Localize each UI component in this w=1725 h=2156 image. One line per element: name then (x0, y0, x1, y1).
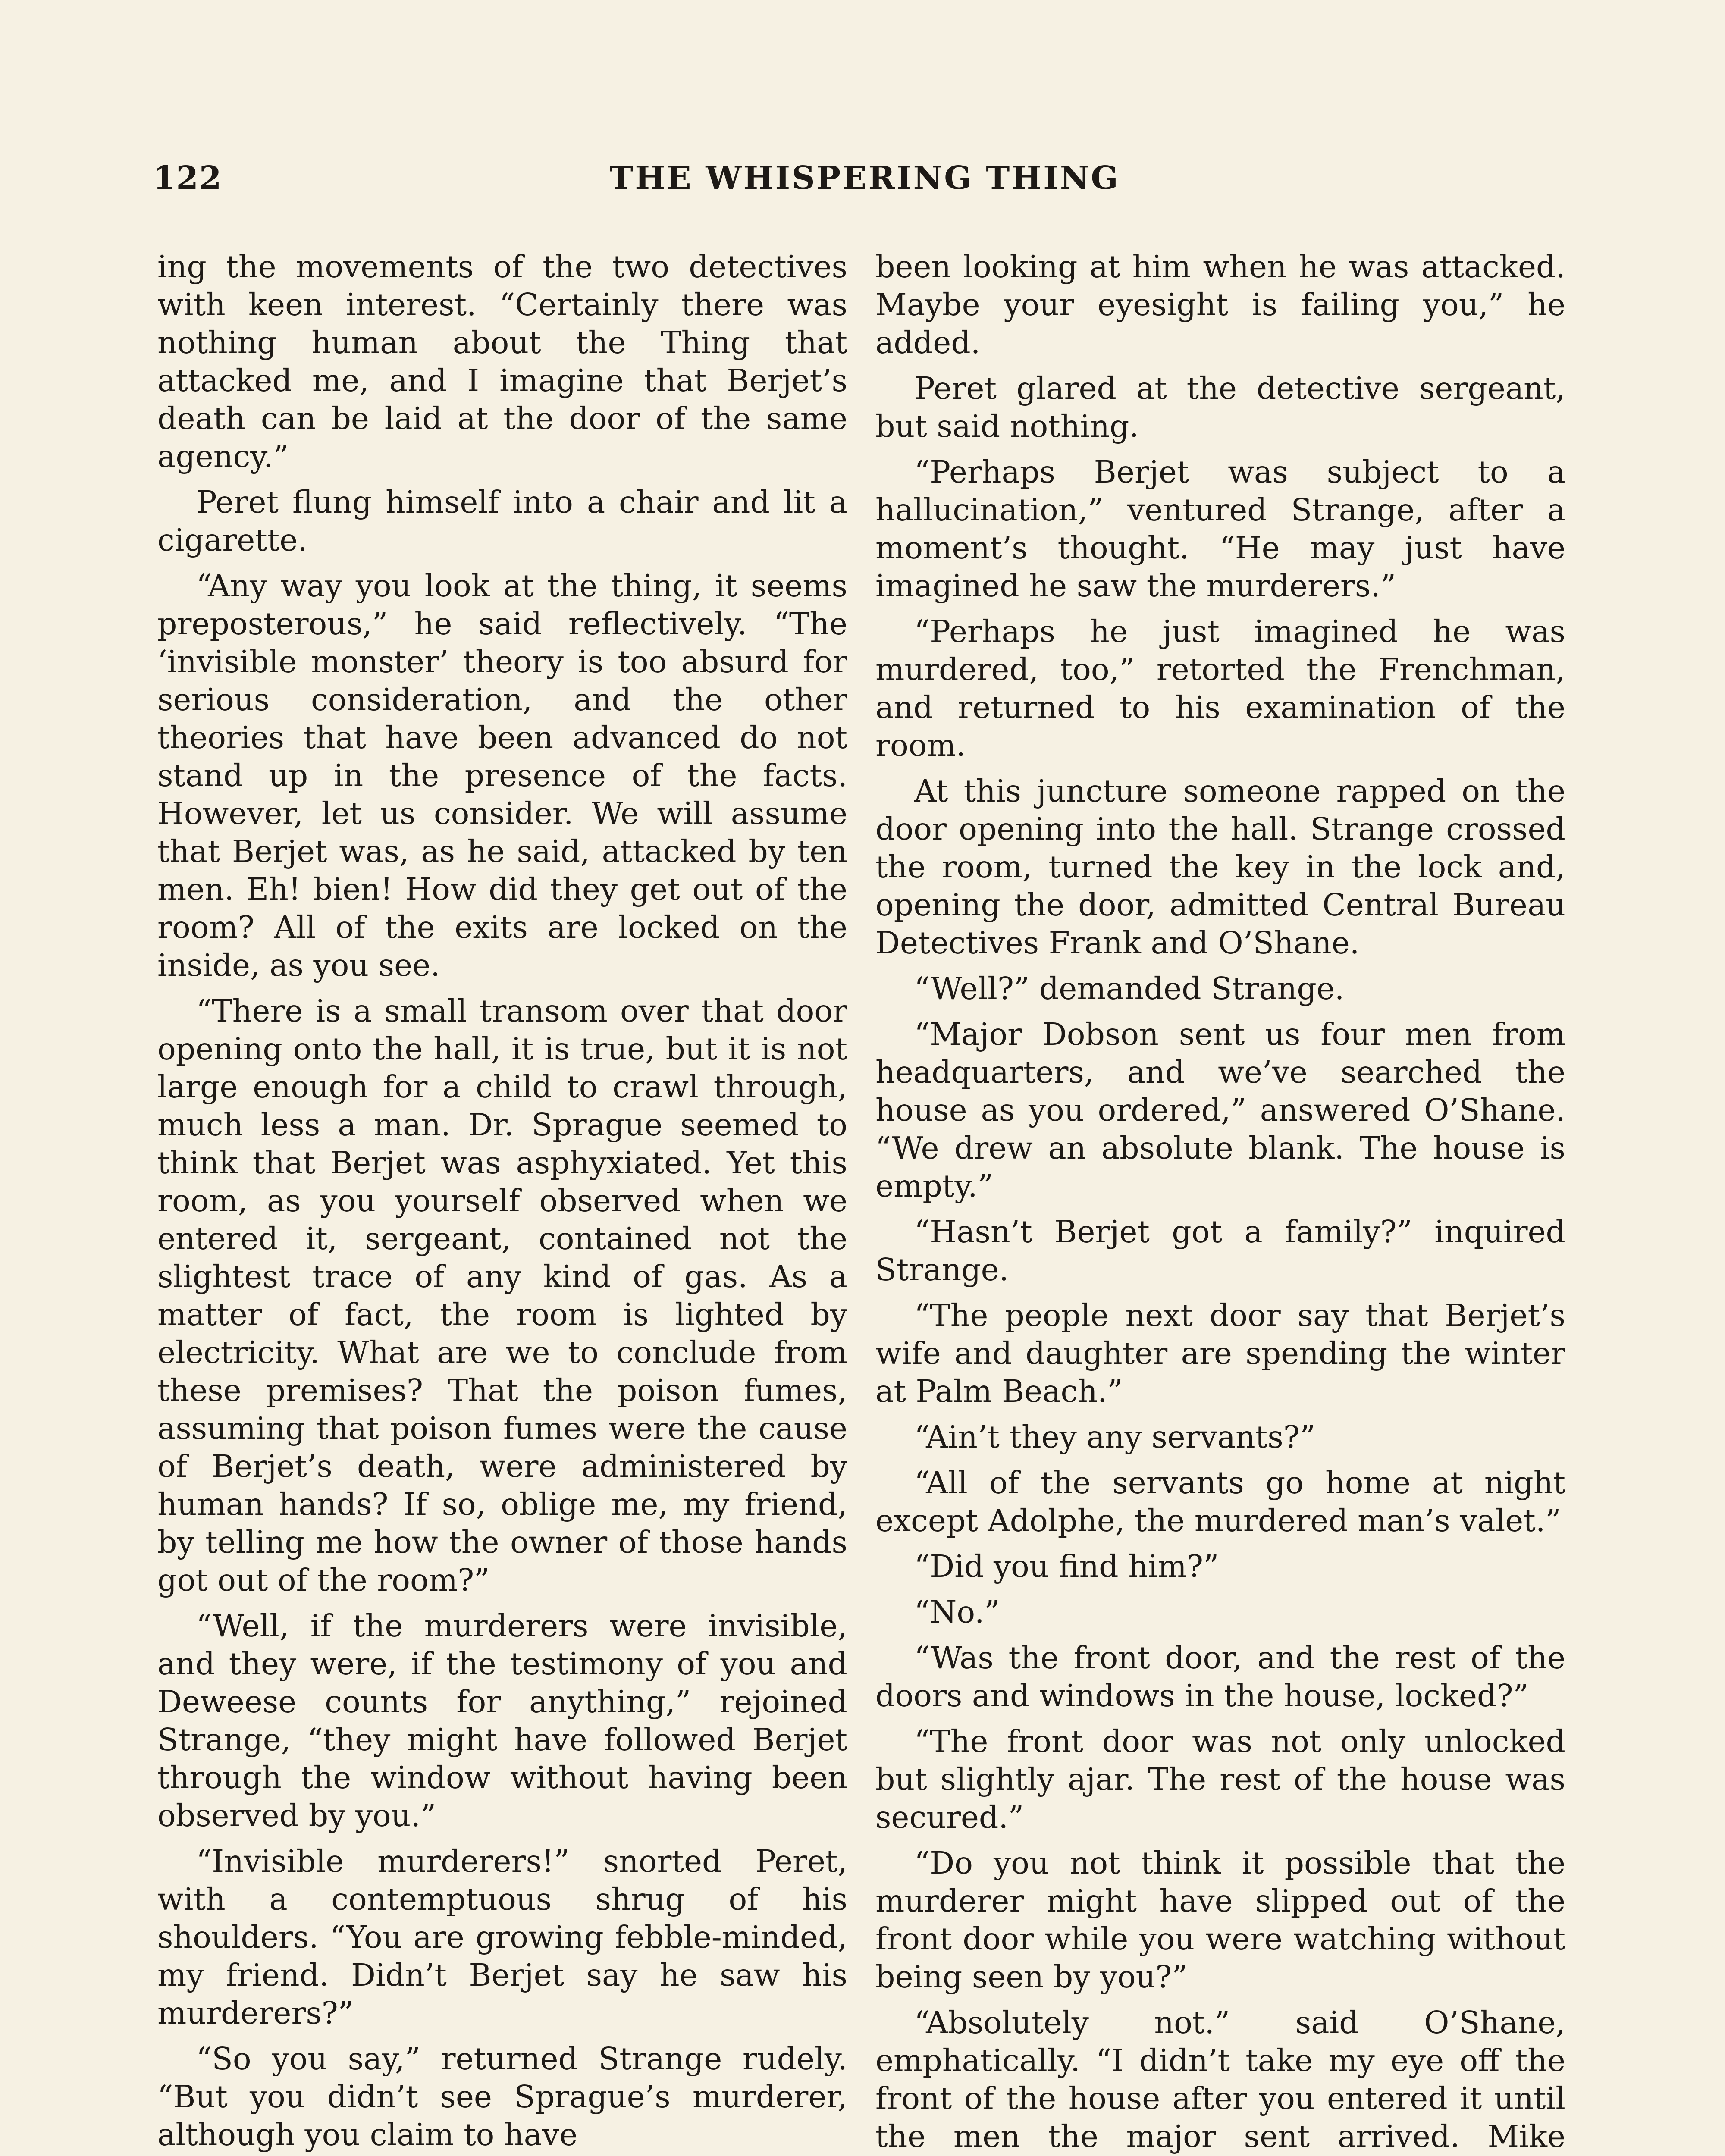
paragraph: been looking at him when he was attacked. Maybe your eyesight is failing you,” he added. (875, 249, 1565, 360)
paragraph: ing the movements of the two detectives with keen interest. “Certainly there was nothing human about the Thing that attacked me, and I imagine that Berjet’s death can be laid at the door of the same agency.” (157, 249, 847, 474)
paragraph: “All of the servants go home at night except Adolphe, the murdered man’s valet.” (875, 1465, 1565, 1539)
paragraph: Peret glared at the detective sergeant, but said nothing. (875, 370, 1565, 444)
paragraph: “Well, if the murderers were invisible, and they were, if the testimony of you and Deweese counts for anything,” rejoined Strange, “they might have followed Berjet through the window without having been observed by you.” (157, 1608, 847, 1833)
paragraph: “Invisible murderers!” snorted Peret, with a contemptuous shrug of his shoulders. “You are growing febble-minded, my friend. Didn’t Berjet say he saw his murderers?” (157, 1843, 847, 2031)
paragraph: “Major Dobson sent us four men from headquarters, and we’ve searched the house as you ordered,” answered O’Shane. “We drew an absolute blank. The house is empty.” (875, 1016, 1565, 1204)
page-number: 122 (153, 160, 223, 197)
paragraph: “The front door was not only unlocked but slightly ajar. The rest of the house was secured.” (875, 1724, 1565, 1835)
paragraph: “Perhaps he just imagined he was murdered, too,” retorted the Frenchman, and returned to his examination of the room. (875, 614, 1565, 763)
paragraph: At this juncture someone rapped on the door opening into the hall. Strange crossed the room, turned the key in the lock and, opening the door, admitted Central Bureau Detectives Frank and O’Shane. (875, 773, 1565, 961)
page-header (153, 160, 1576, 211)
paragraph: “Well?” demanded Strange. (914, 971, 1345, 1006)
paragraph: “The people next door say that Berjet’s wife and daughter are spending the winter at Palm Beach.” (875, 1297, 1565, 1409)
running-title: THE WHISPERING THING (609, 160, 1120, 197)
paragraph: “Perhaps Berjet was subject to a hallucination,” ventured Strange, after a moment’s thought. “He may just have imagined he saw the murderers.” (875, 454, 1565, 604)
paragraph: “Was the front door, and the rest of the doors and windows in the house, locked?” (875, 1640, 1565, 1714)
paragraph: Peret flung himself into a chair and lit a cigarette. (157, 484, 847, 558)
paragraph: “Absolutely not.” said O’Shane, emphatically. “I didn’t take my eye off the front of the house after you entered it until the men the major sent arrived. Mike (875, 2005, 1565, 2154)
paragraph: “Ain’t they any servants?” (914, 1419, 1316, 1455)
paragraph: “There is a small transom over that door opening onto the hall, it is true, but it is not large enough for a child to crawl through, much less a man. Dr. Sprague seemed to think that Berjet was asphyxiated. Yet this room, as you yourself observed when we entered it, sergeant, contained not the slightest trace of any kind of gas. As a matter of fact, the room is lighted by electricity. What are we to conclude from these premises? That the poison fumes, assuming that poison fumes were the cause of Berjet’s death, were administered by human hands? If so, oblige me, my friend, by telling me how the owner of those hands got out of the room?” (157, 993, 847, 1598)
paragraph: “Any way you look at the thing, it seems preposterous,” he said reflectively. “The ‘invisible monster’ theory is too absurd for serious consideration, and the other theories that have been advanced do not stand up in the presence of the facts. However, let us consider. We will assume that Berjet was, as he said, attacked by ten men. Eh! bien! How did they get out of the room? All of the exits are locked on the inside, as you see. (157, 568, 847, 983)
right-column (875, 248, 1565, 2156)
paragraph: “Do you not think it possible that the murderer might have slipped out of the front door while you were watching without being seen by you?” (875, 1845, 1565, 1995)
left-column (157, 248, 847, 2156)
paragraph: “So you say,” returned Strange rudely. “But you didn’t see Sprague’s murderer, although you claim to have (157, 2041, 847, 2153)
paragraph: “Hasn’t Berjet got a family?” inquired Strange. (875, 1214, 1565, 1288)
paragraph: “Did you find him?” (914, 1548, 1219, 1584)
paragraph: “No.” (914, 1594, 1000, 1630)
